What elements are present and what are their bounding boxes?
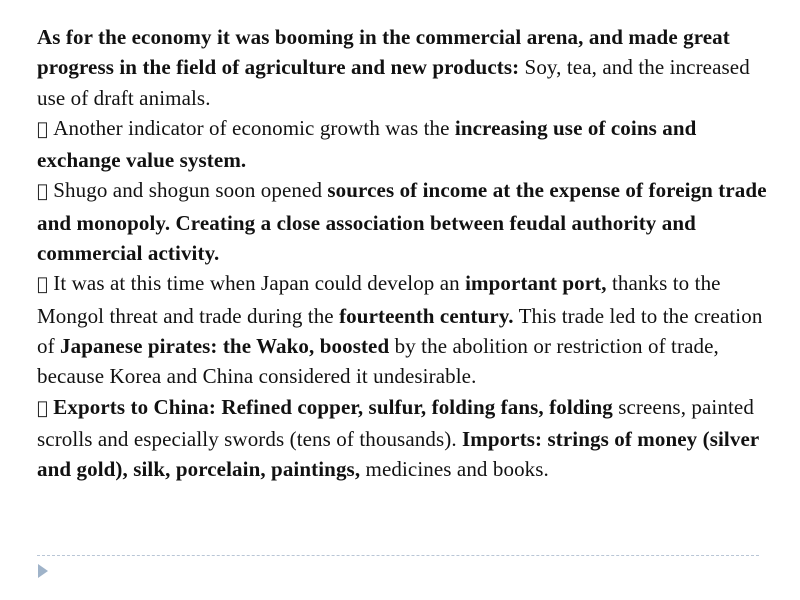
bullet-icon xyxy=(37,119,48,140)
text-run: This trade led to the creation of xyxy=(37,303,763,358)
bullet-icon xyxy=(37,398,48,419)
text-run: Another indicator of economic growth was the xyxy=(37,115,439,140)
text-run: It was at this time when Japan could develop an xyxy=(37,271,449,296)
text-run: Exports to China: Refined copper, sulfur, folding fans, folding xyxy=(37,394,597,419)
text-run: As for the economy it was booming in the commercial arena, and made great progress in the field of agriculture and new products: xyxy=(37,25,730,80)
text-run: sources of income at the expense of foreign trade and monopoly. Creating a close association between feudal authority and commercial activity. xyxy=(37,178,751,266)
paragraph-economy xyxy=(37,22,772,113)
text-run: fourteenth century. xyxy=(339,303,514,328)
slide-body-text xyxy=(37,22,772,484)
paragraph-trade xyxy=(37,392,772,485)
bullet-icon xyxy=(37,274,48,295)
text-run: Soy, tea, and the increased use of draft animals. xyxy=(37,55,750,110)
paragraph-shugo xyxy=(37,175,772,268)
text-run: increasing use of coins and exchange value system. xyxy=(37,115,770,173)
text-run: Imports: strings of money (silver and gold), silk, porcelain, paintings, xyxy=(37,426,759,482)
text-run: screens, painted scrolls and especially swords (tens of thousands). xyxy=(37,394,738,451)
text-run: by the abolition or restriction of trade, because Korea and China considered it undesirable. xyxy=(37,333,719,389)
text-run: thanks to the Mongol threat and trade during the xyxy=(37,271,705,328)
slide-divider xyxy=(37,555,759,556)
triangle-right-icon[interactable] xyxy=(38,564,48,578)
paragraph-port xyxy=(37,268,772,391)
text-run: Japanese pirates: the Wako, boosted xyxy=(60,333,390,358)
text-run: important port, xyxy=(448,271,591,296)
paragraph-coins xyxy=(37,113,772,176)
text-run: medicines and books. xyxy=(360,457,549,482)
text-run: Shugo and shogun soon opened xyxy=(37,178,312,203)
bullet-icon xyxy=(37,181,48,202)
